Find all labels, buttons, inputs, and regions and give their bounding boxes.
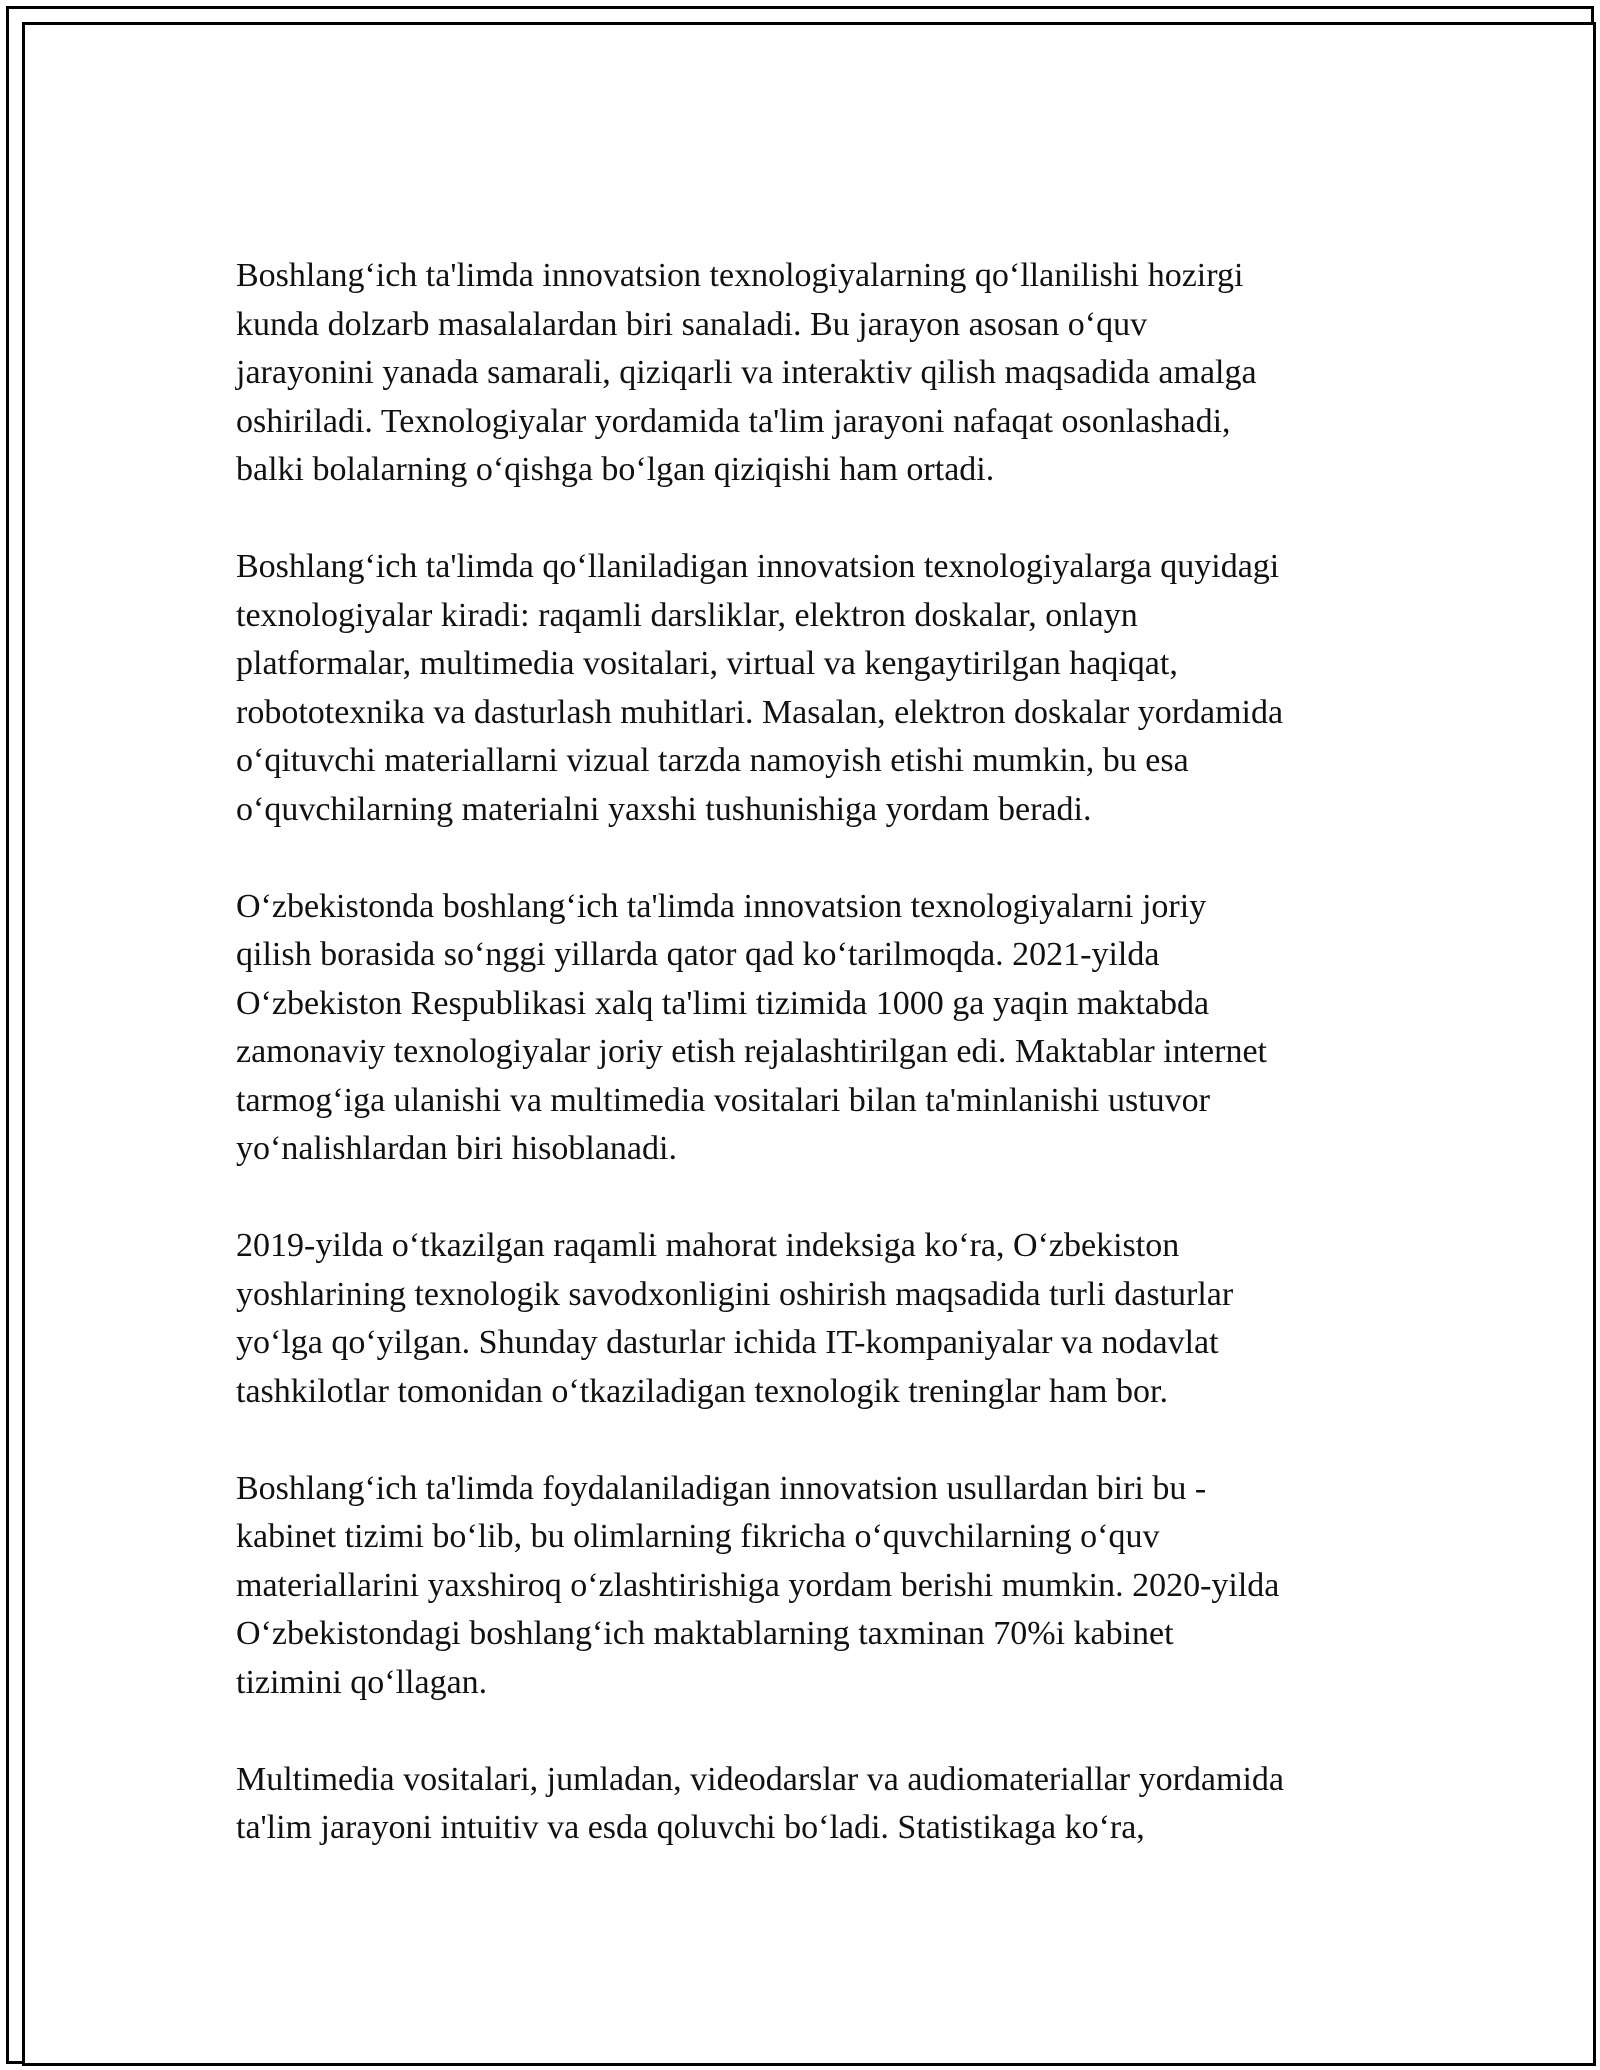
text-line: zamonaviy texnologiyalar joriy etish rejalashtirilgan edi. Maktablar internet (236, 1033, 1267, 1070)
paragraph-1 (236, 252, 1386, 495)
text-line: qilish borasida so‘nggi yillarda qator qad ko‘tarilmoqda. 2021-yilda (236, 936, 1160, 973)
text-line: Multimedia vositalari, jumladan, videodarslar va audiomateriallar yordamida (236, 1760, 1284, 1798)
text-line: balki bolalarning o‘qishga bo‘lgan qiziqishi ham ortadi. (236, 451, 995, 488)
text-line: jarayonini yanada samarali, qiziqarli va interaktiv qilish maqsadida amalga (236, 354, 1257, 391)
text-line: robototexnika va dasturlash muhitlari. Masalan, elektron doskalar yordamida (236, 693, 1284, 731)
text-line: Boshlang‘ich ta'limda qo‘llaniladigan innovatsion texnologiyalarga quyidagi (236, 548, 1280, 585)
text-line: materiallarini yaxshiroq o‘zlashtirishiga yordam berishi mumkin. 2020-yilda (236, 1566, 1280, 1604)
text-line: O‘zbekiston Respublikasi xalq ta'limi tizimida 1000 ga yaqin maktabda (236, 984, 1210, 1022)
text-line: 2019-yilda o‘tkazilgan raqamli mahorat indeksiga ko‘ra, O‘zbekiston (236, 1227, 1180, 1264)
paragraph-4 (236, 1222, 1386, 1416)
paragraph-5 (236, 1465, 1386, 1708)
text-line: kunda dolzarb masalalardan biri sanaladi. Bu jarayon asosan o‘quv (236, 305, 1148, 343)
text-line: tashkilotlar tomonidan o‘tkaziladigan texnologik treninglar ham bor. (236, 1372, 1168, 1410)
text-line: yo‘lga qo‘yilgan. Shunday dasturlar ichida IT-kompaniyalar va nodavlat (236, 1324, 1219, 1361)
paragraph-3 (236, 883, 1386, 1174)
text-line: O‘zbekistondagi boshlang‘ich maktablarning taxminan 70%i kabinet (236, 1615, 1174, 1652)
paragraph-6 (236, 1756, 1386, 1853)
text-line: yo‘nalishlardan biri hisoblanadi. (236, 1130, 677, 1167)
text-line: platformalar, multimedia vositalari, virtual va kengaytirilgan haqiqat, (236, 645, 1178, 682)
text-line: kabinet tizimi bo‘lib, bu olimlarning fikricha o‘quvchilarning o‘quv (236, 1518, 1160, 1555)
text-line: o‘quvchilarning materialni yaxshi tushunishiga yordam beradi. (236, 790, 1092, 828)
text-line: Boshlang‘ich ta'limda innovatsion texnologiyalarning qo‘llanilishi hozirgi (236, 257, 1244, 294)
text-line: Boshlang‘ich ta'limda foydalaniladigan innovatsion usullardan biri bu - (236, 1469, 1207, 1507)
text-line: tarmog‘iga ulanishi va multimedia vositalari bilan ta'minlanishi ustuvor (236, 1081, 1210, 1119)
text-line: oshiriladi. Texnologiyalar yordamida ta'lim jarayoni nafaqat osonlashadi, (236, 402, 1231, 440)
paragraph-2 (236, 543, 1386, 834)
text-line: texnologiyalar kiradi: raqamli darsliklar, elektron doskalar, onlayn (236, 596, 1138, 634)
text-line: O‘zbekistonda boshlang‘ich ta'limda innovatsion texnologiyalarni joriy (236, 887, 1207, 925)
text-line: ta'lim jarayoni intuitiv va esda qoluvchi bo‘ladi. Statistikaga ko‘ra, (236, 1809, 1145, 1846)
text-line: o‘qituvchi materiallarni vizual tarzda namoyish etishi mumkin, bu esa (236, 742, 1189, 779)
text-line: yoshlarining texnologik savodxonligini oshirish maqsadida turli dasturlar (236, 1275, 1234, 1313)
text-line: tizimini qo‘llagan. (236, 1663, 488, 1701)
document-body (236, 252, 1386, 1901)
